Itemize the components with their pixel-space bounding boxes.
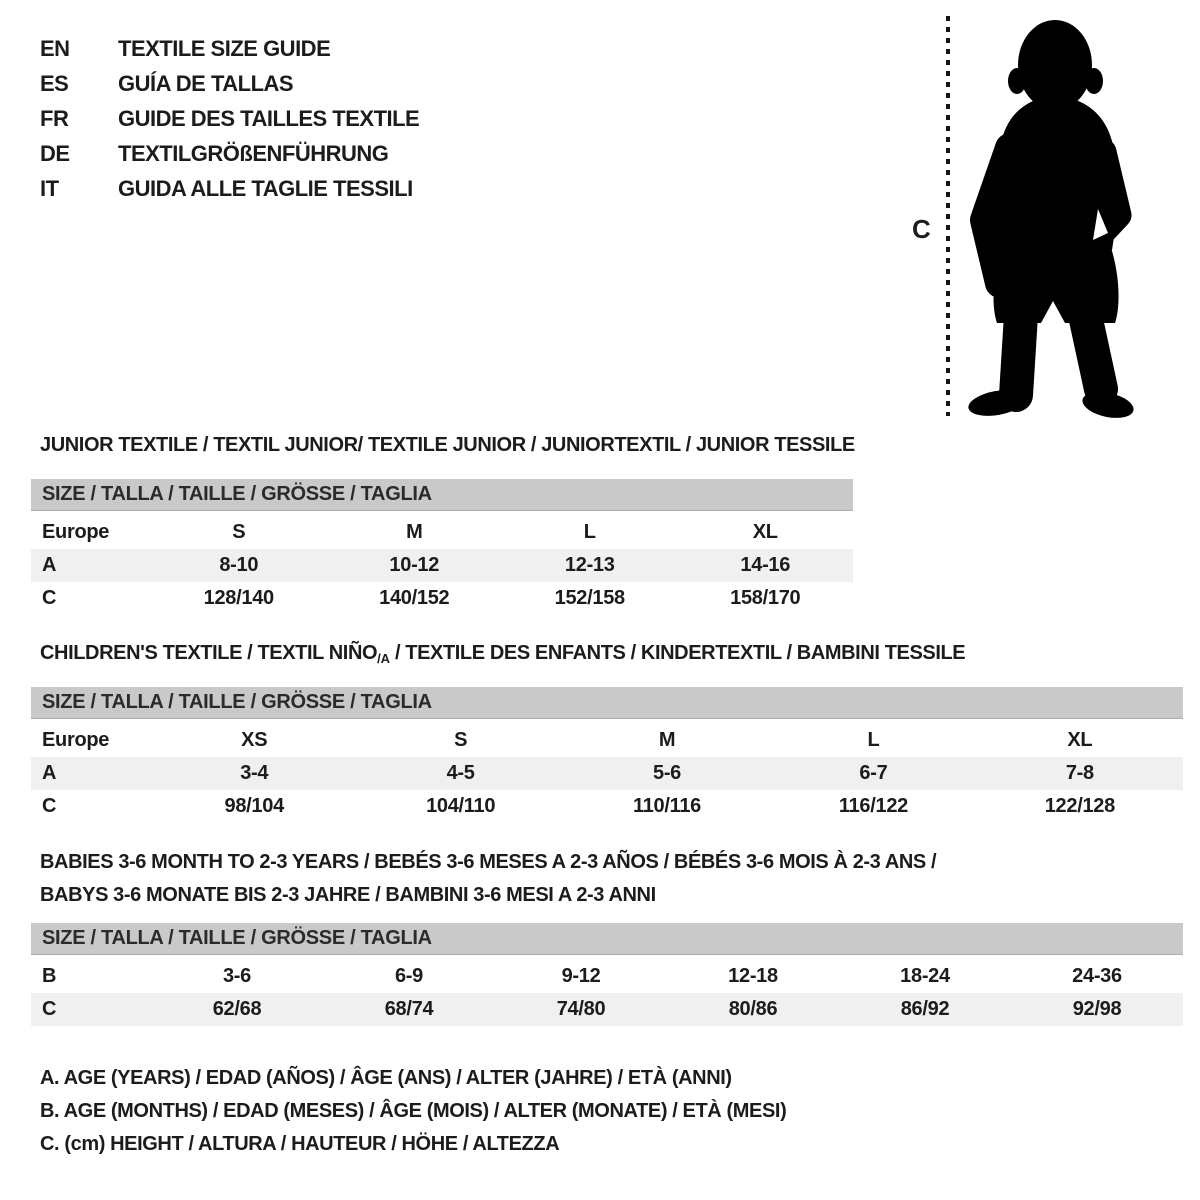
language-code: ES xyxy=(40,71,69,96)
row-label: C xyxy=(42,587,57,609)
height-dashed-line xyxy=(946,16,950,416)
heading-text: CHILDREN'S TEXTILE / TEXTIL NIÑO xyxy=(40,642,378,664)
table-row-height xyxy=(31,993,1183,1026)
toddler-silhouette-icon xyxy=(955,15,1137,420)
row-label: Europe xyxy=(42,729,110,751)
language-code: FR xyxy=(40,106,69,131)
legend-line-b: B. AGE (MONTHS) / EDAD (MESES) / ÂGE (MOIS) / ALTER (MONATE) / ETÀ (MESI) xyxy=(40,1100,787,1122)
cell: 98/104 xyxy=(224,795,284,817)
cell: 116/122 xyxy=(838,795,908,817)
babies-size-table xyxy=(31,923,1183,1026)
table-row-height xyxy=(31,790,1183,823)
guide-title-es: GUÍA DE TALLAS xyxy=(118,71,294,96)
guide-title-de: TEXTILGRÖßENFÜHRUNG xyxy=(118,141,389,166)
size-header-label: SIZE / TALLA / TAILLE / GRÖSSE / TAGLIA xyxy=(42,483,432,505)
children-size-table xyxy=(31,687,1183,823)
guide-title-en: TEXTILE SIZE GUIDE xyxy=(118,36,331,61)
cell: 24-36 xyxy=(1072,965,1122,987)
cell: 9-12 xyxy=(561,965,601,987)
row-label: A xyxy=(42,762,57,784)
cell: XS xyxy=(241,729,268,751)
cell: 68/74 xyxy=(384,998,434,1020)
cell: 80/86 xyxy=(728,998,778,1020)
cell: L xyxy=(583,521,596,543)
cell: 12-18 xyxy=(728,965,778,987)
cell: 110/116 xyxy=(633,795,702,817)
cell: 152/158 xyxy=(554,587,625,609)
heading-subscript: /A xyxy=(377,651,390,666)
language-title-list xyxy=(40,31,419,206)
cell: 92/98 xyxy=(1072,998,1122,1020)
size-header-bar xyxy=(31,687,1183,719)
cell: 5-6 xyxy=(653,762,682,784)
table-row-europe xyxy=(31,724,1183,757)
language-code: IT xyxy=(40,176,59,201)
language-row xyxy=(40,101,419,136)
language-code: EN xyxy=(40,36,70,61)
cell: 7-8 xyxy=(1065,762,1094,784)
language-row xyxy=(40,66,419,101)
heading-line-2: BABYS 3-6 MONATE BIS 2-3 JAHRE / BAMBINI 3-6 MESI A 2-3 ANNI xyxy=(40,884,656,906)
cell: L xyxy=(867,729,880,751)
language-code: DE xyxy=(40,141,70,166)
measure-legend xyxy=(40,1062,786,1161)
table-row-europe xyxy=(31,516,853,549)
cell: 3-4 xyxy=(240,762,269,784)
table-row-height xyxy=(31,582,853,615)
cell: 18-24 xyxy=(900,965,950,987)
guide-title-it: GUIDA ALLE TAGLIE TESSILI xyxy=(118,176,413,201)
cell: 104/110 xyxy=(426,795,496,817)
cell: 12-13 xyxy=(564,554,615,576)
size-header-bar xyxy=(31,479,853,511)
table-row-age xyxy=(31,549,853,582)
cell: 62/68 xyxy=(212,998,262,1020)
cell: 86/92 xyxy=(900,998,950,1020)
junior-section-heading: JUNIOR TEXTILE / TEXTIL JUNIOR/ TEXTILE JUNIOR / JUNIORTEXTIL / JUNIOR TESSILE xyxy=(40,434,855,456)
cell: 14-16 xyxy=(740,554,791,576)
row-label: C xyxy=(42,998,57,1020)
cell: 74/80 xyxy=(556,998,606,1020)
cell: M xyxy=(658,729,676,751)
row-label: Europe xyxy=(42,521,110,543)
heading-text: / TEXTILE DES ENFANTS / KINDERTEXTIL / BAMBINI TESSILE xyxy=(389,642,966,664)
cell: S xyxy=(454,729,468,751)
row-label: C xyxy=(42,795,57,817)
cell: M xyxy=(406,521,423,543)
cell: S xyxy=(232,521,246,543)
cell: 4-5 xyxy=(446,762,475,784)
cell: 158/170 xyxy=(730,587,801,609)
cell: 128/140 xyxy=(203,587,274,609)
legend-line-a: A. AGE (YEARS) / EDAD (AÑOS) / ÂGE (ANS) / ALTER (JAHRE) / ETÀ (ANNI) xyxy=(40,1067,732,1089)
cell: 140/152 xyxy=(379,587,450,609)
row-label: A xyxy=(42,554,57,576)
language-row xyxy=(40,31,419,66)
size-header-bar xyxy=(31,923,1183,955)
children-section-heading xyxy=(40,642,965,666)
cell: 6-7 xyxy=(859,762,888,784)
size-header-label: SIZE / TALLA / TAILLE / GRÖSSE / TAGLIA xyxy=(42,691,432,713)
cell: 6-9 xyxy=(394,965,423,987)
heading-line-1: BABIES 3-6 MONTH TO 2-3 YEARS / BEBÉS 3-6 MESES A 2-3 AÑOS / BÉBÉS 3-6 MOIS À 2-3 ANS / xyxy=(40,851,937,873)
table-row-age xyxy=(31,757,1183,790)
language-row xyxy=(40,136,419,171)
legend-line-c: C. (cm) HEIGHT / ALTURA / HAUTEUR / HÖHE / ALTEZZA xyxy=(40,1133,560,1155)
size-header-label: SIZE / TALLA / TAILLE / GRÖSSE / TAGLIA xyxy=(42,927,432,949)
height-measure-label: C xyxy=(912,214,931,244)
cell: 3-6 xyxy=(222,965,251,987)
row-label: B xyxy=(42,965,57,987)
cell: 8-10 xyxy=(219,554,259,576)
cell: XL xyxy=(752,521,778,543)
guide-title-fr: GUIDE DES TAILLES TEXTILE xyxy=(118,106,420,131)
cell: XL xyxy=(1067,729,1093,751)
cell: 10-12 xyxy=(389,554,440,576)
cell: 122/128 xyxy=(1044,795,1115,817)
language-row xyxy=(40,171,419,206)
babies-section-heading xyxy=(40,846,936,912)
table-row-age-months xyxy=(31,960,1183,993)
junior-size-table xyxy=(31,479,853,615)
